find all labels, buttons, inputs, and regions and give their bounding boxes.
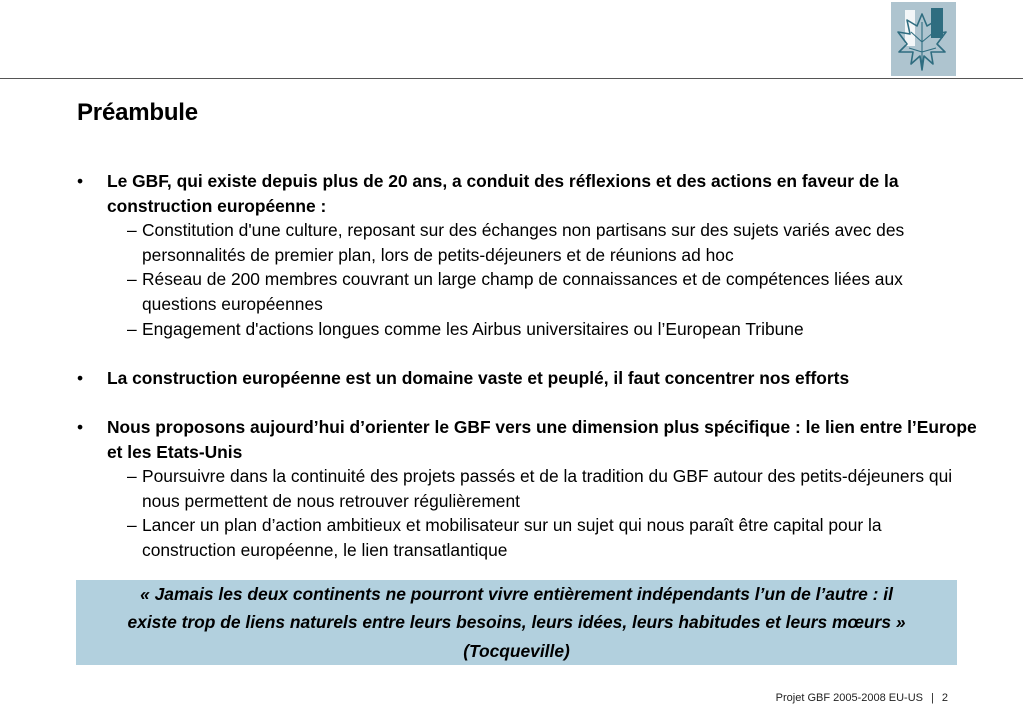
page-title: Préambule (77, 99, 198, 126)
bullet-mark: • (77, 416, 84, 437)
sub-item (77, 317, 977, 342)
sub-dash: – (127, 220, 137, 241)
header-divider (0, 78, 1023, 79)
sub-dash: – (127, 466, 137, 487)
logo (891, 2, 956, 76)
sub-dash: – (127, 318, 137, 339)
sub-text: Poursuivre dans la continuité des projets passés et de la tradition du GBF autour des petits-déjeuners qui nous permettent de nous retrouver régulièrement (142, 466, 953, 511)
sub-item (77, 218, 977, 267)
sub-item (77, 464, 977, 513)
bullet-mark: • (77, 367, 84, 388)
bullet-mark: • (77, 171, 84, 191)
bullet-text: Nous proposons aujourd’hui d’orienter le GBF vers une dimension plus spécifique : le lien entre l’Europe et les Etats-Unis (107, 416, 977, 462)
quote-text: « Jamais les deux continents ne pourront vivre entièrement indépendants l’un de l’autre : il existe trop de liens naturels entre leurs besoins, leurs idées, leurs habitudes et leurs mœurs » (Tocqueville) (127, 583, 906, 661)
sub-dash: – (127, 269, 137, 290)
page-number: 2 (941, 692, 948, 704)
sub-text: Réseau de 200 membres couvrant un large champ de connaissances et de compétences liées aux questions européennes (142, 269, 903, 314)
sub-list (77, 218, 977, 341)
sub-text: Engagement d'actions longues comme les Airbus universitaires ou l’European Tribune (142, 318, 804, 339)
bullet-item (77, 366, 977, 391)
bullet-item (77, 415, 977, 464)
sub-dash: – (127, 515, 137, 536)
leaf-logo-icon (891, 2, 956, 76)
spacer (77, 341, 977, 366)
bullet-text: La construction européenne est un domaine vaste et peuplé, il faut concentrer nos efforts (107, 367, 850, 388)
sub-item (77, 513, 977, 562)
bullet-item (77, 169, 977, 218)
sub-item (77, 267, 977, 316)
sub-list (77, 464, 977, 562)
footer-project: Projet GBF 2005-2008 EU-US (775, 692, 924, 704)
bullet-text: Le GBF, qui existe depuis plus de 20 ans, a conduit des réflexions et des actions en faveur de la construction européenne : (107, 171, 899, 216)
slide-content (77, 169, 977, 563)
footer-separator: | (931, 692, 934, 704)
sub-text: Constitution d'une culture, reposant sur des échanges non partisans sur des sujets variés avec des personnalités de premier plan, lors de petits-déjeuners et de réunions ad hoc (142, 220, 905, 265)
footer (776, 692, 948, 704)
spacer (77, 390, 977, 415)
quote-box (76, 580, 957, 665)
sub-text: Lancer un plan d’action ambitieux et mobilisateur sur un sujet qui nous paraît être capital pour la construction européenne, le lien transatlantique (142, 515, 882, 560)
